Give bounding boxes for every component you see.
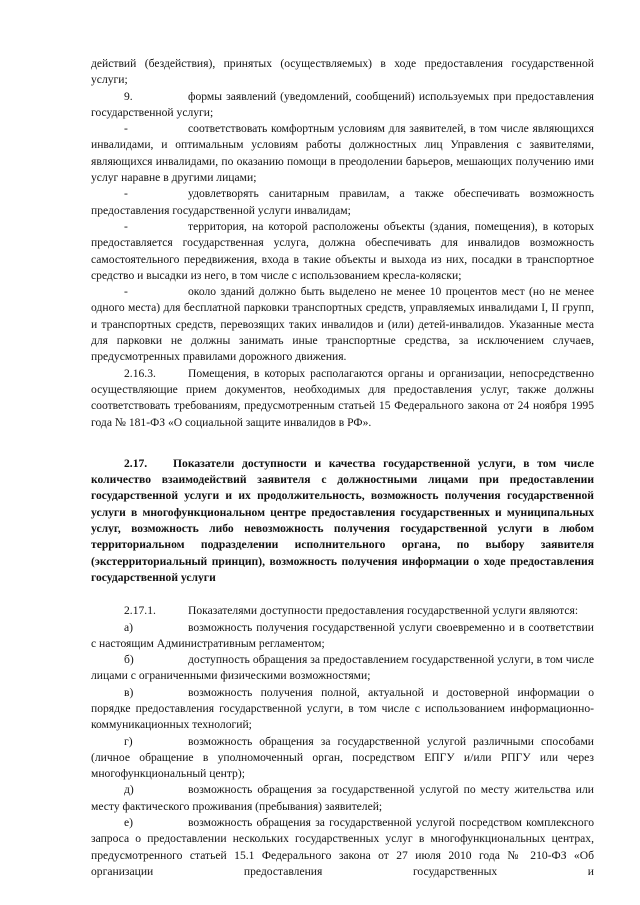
paragraph-text: около зданий должно быть выделено не менее 10 процентов мест (но не менее одного места) для бесплатной парковки транспортных средств, управляемых инвалидами I, II групп, и транспортных средств, перевозящих таких инвалидов и (или) детей-инвалидов. Указанные места для парковки не должны занимать иные транспортные средства, за исключением случаев, предусмотренных правилами дорожного движения. [91,285,594,364]
paragraph-text: действий (бездействия), принятых (осуществляемых) в ходе предоставления государственной услуги; [91,57,594,87]
paragraph-item-e [91,815,594,880]
paragraph-item-g [91,734,594,783]
bullet-dash: - [124,219,128,233]
paragraph-item-9 [91,89,594,122]
item-letter: в) [124,685,134,699]
item-letter: д) [124,783,134,797]
item-number: 9. [124,89,133,103]
paragraph-item-v [91,685,594,734]
paragraph-2-16-3 [91,366,594,431]
paragraph-bullet-comfort [91,121,594,186]
spacer [91,586,594,603]
paragraph-text: формы заявлений (уведомлений, сообщений) используемых при предоставления государственной услуги; [91,89,594,119]
item-letter: е) [124,816,134,830]
paragraph-text: удовлетворять санитарным правилам, а также обеспечивать возможность предоставления государственной услуги инвалидам; [91,187,594,217]
paragraph-text: Помещения, в которых располагаются органы и организации, непосредственно осуществляющие прием документов, необходимых для предоставления услуг, также должны соответствовать требованиям, предусмотренным статьей 15 Федерального закона от 24 ноября 1995 года № 181-ФЗ «О социальной защите инвалидов в РФ». [91,366,594,429]
bullet-dash: - [124,122,128,136]
paragraph-text: возможность обращения за государственной услугой по месту жительства или месту фактического проживания (пребывания) заявителей; [91,783,594,813]
paragraph-bullet-territory [91,219,594,284]
document-page [91,56,594,880]
paragraph-text: Показателями доступности предоставления государственной услуги являются: [188,604,579,618]
paragraph-text: возможность получения государственной услуги своевременно и в соответствии с настоящим Административным регламентом; [91,620,594,650]
bullet-dash: - [124,285,128,299]
paragraph-text: соответствовать комфортным условиям для заявителей, в том числе являющихся инвалидами, и оптимальным условиям работы должностных лиц Управления с заявителями, являющихся инвалидами, по оказанию помощи в преодолении барьеров, мешающих получению ими услуг наравне в другими лицами; [91,122,594,185]
heading-number: 2.17. [124,456,148,470]
paragraph-actions [91,56,594,89]
item-letter: а) [124,620,134,634]
paragraph-2-17-1 [91,603,594,619]
paragraph-text: территория, на которой расположены объекты (здания, помещения), в которых предоставляется государственная услуга, должна обеспечивать для инвалидов возможность самостоятельного передвижения, входа в такие объекты и выхода из них, посадки в транспортное средство и высадки из него, в том числе с использованием кресла-коляски; [91,219,594,282]
section-heading-2-17 [91,456,594,586]
paragraph-item-a [91,620,594,653]
bullet-dash: - [124,187,128,201]
paragraph-text: возможность получения полной, актуальной и достоверной информации о порядке предоставления государственной услуги, в том числе с использованием информационно-коммуникационных технологий; [91,685,594,732]
paragraph-item-d [91,782,594,815]
section-number: 2.16.3. [124,366,156,380]
section-number: 2.17.1. [124,604,156,618]
paragraph-text: возможность обращения за государственной услугой посредством комплексного запроса о предоставлении нескольких государственных услуг в многофункциональных центрах, предусмотренного статьей 15.1 Федерального закона от 27 июля 2010 года № 210-ФЗ «Об организации предоставления государственных и [91,816,594,878]
paragraph-bullet-parking [91,284,594,365]
spacer [91,431,594,456]
paragraph-text: доступность обращения за предоставлением государственной услуги, в том числе лицами с ограниченными физическими возможностями; [91,653,594,683]
item-letter: г) [124,734,133,748]
paragraph-text: возможность обращения за государственной услугой различными способами (личное обращение в уполномоченный орган, посредством ЕПГУ и/или РПГУ или через многофункциональный центр); [91,734,594,781]
paragraph-item-b [91,652,594,685]
paragraph-bullet-sanitary [91,186,594,219]
heading-text: Показатели доступности и качества государственной услуги, в том числе количество взаимодействий заявителя с должностными лицами при предоставлении государственной услуги и их продолжительность, возможность получения государственной услуги в многофункциональном центре предоставления государственных и муниципальных услуг, возможность либо невозможность получения государственной услуги в любом территориальном подразделении исполнительного органа, по выбору заявителя (экстерриториальный принцип), возможность получения информации о ходе предоставления государственной услуги [91,456,594,584]
item-letter: б) [124,653,134,667]
